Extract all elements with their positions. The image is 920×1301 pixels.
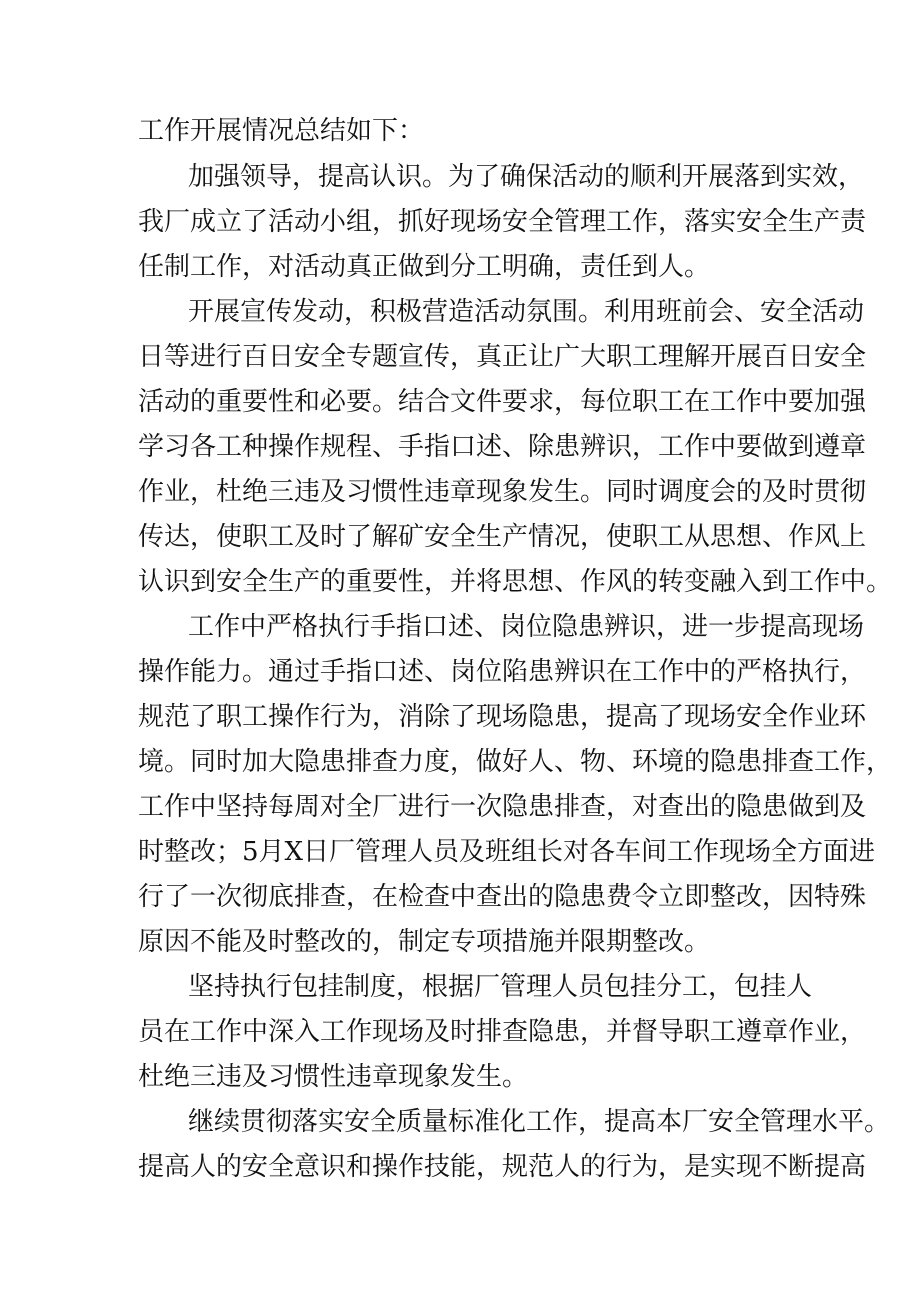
text-line: 境。同时加大隐患排查力度，做好人、物、环境的隐患排查工作， xyxy=(138,747,893,777)
text-line: 工作开展情况总结如下： xyxy=(138,116,425,146)
text-line: 杜绝三违及习惯性违章现象发生。 xyxy=(138,1062,529,1092)
text-line: 任制工作，对活动真正做到分工明确，责任到人。 xyxy=(138,252,711,282)
text-line: 传达，使职工及时了解矿安全生产情况，使职工从思想、作风上 xyxy=(138,522,867,552)
paragraph-first-line: 工作中严格执行手指口述、岗位隐患辨识，进一步提高现场 xyxy=(188,612,865,642)
text-line: 规范了职工操作行为，消除了现场隐患，提高了现场安全作业环 xyxy=(138,702,867,732)
paragraph-first-line: 坚持执行包挂制度，根据厂管理人员包挂分工，包挂人 xyxy=(188,972,813,1002)
text-line: 提高人的安全意识和操作技能，规范人的行为，是实现不断提高 xyxy=(138,1152,867,1182)
text-line: 行了一次彻底排查，在检查中查出的隐患费令立即整改，因特殊 xyxy=(138,882,867,912)
text-line: 操作能力。通过手指口述、岗位陷患辨识在工作中的严格执行， xyxy=(138,657,867,687)
text-line: 学习各工种操作规程、手指口述、除患辨识，工作中要做到遵章 xyxy=(138,432,867,462)
paragraph-first-line: 继续贯彻落实安全质量标准化工作，提高本厂安全管理水平。 xyxy=(188,1107,891,1137)
text-line: 工作中坚持每周对全厂进行一次隐患排查，对查出的隐患做到及 xyxy=(138,792,867,822)
text-line: 日等进行百日安全专题宣传，真正让广大职工理解开展百日安全 xyxy=(138,342,867,372)
paragraph-first-line: 开展宣传发动，积极营造活动氛围。利用班前会、安全活动 xyxy=(188,297,865,327)
text-line: 作业，杜绝三违及习惯性违章现象发生。同时调度会的及时贯彻 xyxy=(138,477,867,507)
text-line: 认识到安全生产的重要性，并将思想、作风的转变融入到工作中。 xyxy=(138,567,893,597)
text-line: 我厂成立了活动小组，抓好现场安全管理工作，落实安全生产责 xyxy=(138,207,867,237)
text-line: 时整改；5月X日厂管理人员及班组长对各车间工作现场全方面进 xyxy=(138,837,876,867)
paragraph-first-line: 加强领导，提高认识。为了确保活动的顺利开展落到实效， xyxy=(188,162,865,192)
text-line: 原因不能及时整改的，制定专项措施并限期整改。 xyxy=(138,927,711,957)
text-line: 活动的重要性和必要。结合文件要求，每位职工在工作中要加强 xyxy=(138,387,867,417)
text-line: 员在工作中深入工作现场及时排查隐患，并督导职工遵章作业， xyxy=(138,1017,867,1047)
